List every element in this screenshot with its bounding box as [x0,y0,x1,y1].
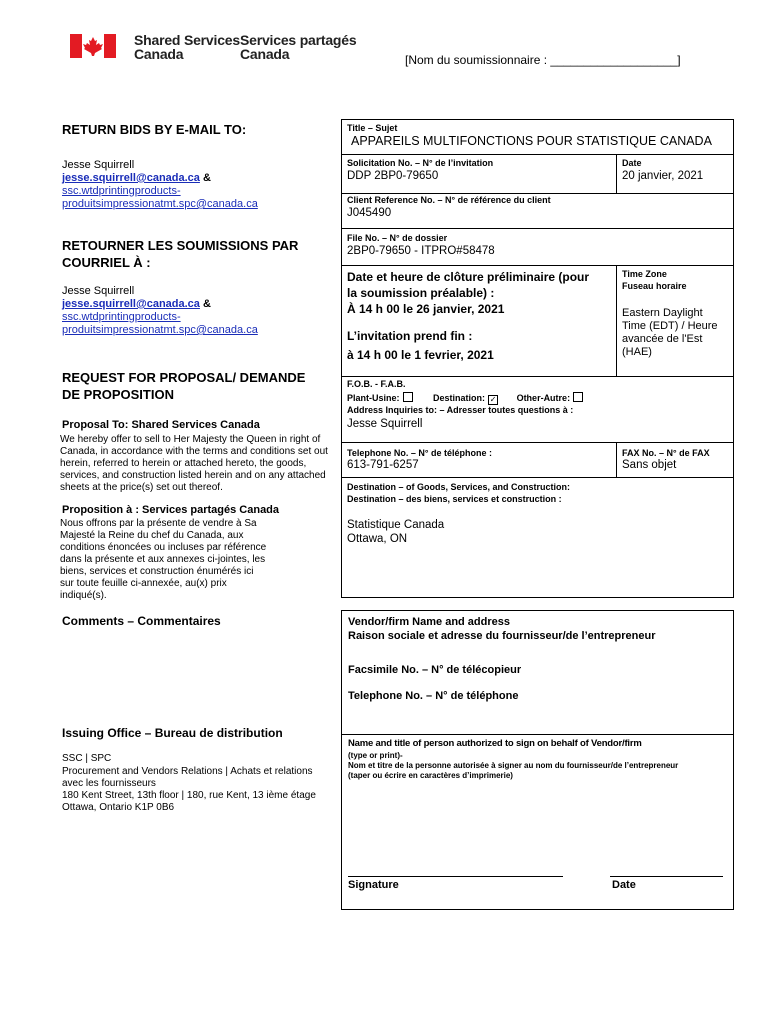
email-link-2a[interactable]: ssc.wtdprintingproducts- [62,185,181,197]
vendor-box [341,610,734,910]
org-name-en: Shared Services Canada [134,32,240,62]
closing-block [347,269,589,317]
proposition-heading: Proposition à : Services partagés Canada [62,504,280,516]
destination-goods-label-1: Destination – of Goods, Services, and Construction: [347,482,571,492]
office-line-5: Ottawa, Ontario K1P 0B6 [62,802,175,813]
file-label: File No. – N° de dossier [347,233,448,243]
rfp-heading-2: DE PROPOSITION [62,387,174,402]
telephone-vendor-label: Telephone No. – N° de téléphone [348,690,519,702]
plant-usine-checkbox[interactable] [403,392,413,402]
solicitation-label: Solicitation No. – N° de l’invitation [347,158,494,168]
retourner-heading-2: COURRIEL À : [62,255,151,270]
closing-line-1: Date et heure de clôture préliminaire (pour [347,270,590,284]
date-line[interactable] [610,876,723,877]
destination-value-2: Ottawa, ON [347,533,408,545]
office-line-2: Procurement and Vendors Relations | Achats et relations [62,766,313,777]
closing-line-5: à 14 h 00 le 1 fevrier, 2021 [347,348,494,362]
offer-text-en: We hereby offer to sell to Her Majesty the Queen in right of Canada, in accordance with the terms and conditions set out herein, referred to herein or attached hereto, the goods, services, and construction listed herein and on any attached sheets at the price(s) set out thereof. [60,434,328,493]
sign-date-label: Date [612,879,636,891]
email-link-fr-2a[interactable]: ssc.wtdprintingproducts- [62,311,181,323]
other-autre-checkbox[interactable] [573,392,583,402]
contact-name-fr: Jesse Squirrell [62,285,135,297]
fob-options [347,392,583,405]
destination-checkbox[interactable]: ✓ [489,395,497,404]
fax-label: FAX No. – N° de FAX [622,448,710,458]
contact-name: Jesse Squirrell [62,159,135,171]
fob-label: F.O.B. - F.A.B. [347,379,406,389]
other-autre-label: Other-Autre: [516,393,571,403]
tz-label-2: Fuseau horaire [622,281,687,291]
authorized-line-1: Name and title of person authorized to sign on behalf of Vendor/firm [348,738,642,749]
office-line-3: avec les fournisseurs [62,778,156,789]
address-inquiries-value: Jesse Squirrell [347,418,423,430]
telephone-label: Telephone No. – N° de téléphone : [347,448,492,458]
closing-line-3: À 14 h 00 le 26 janvier, 2021 [347,302,505,316]
closing-line-2: la soumission préalable) : [347,286,495,300]
facsimile-label: Facsimile No. – N° de télécopieur [348,664,522,676]
telephone-value: 613-791-6257 [347,459,419,471]
solicitation-value: DDP 2BP0-79650 [347,170,439,182]
date-value: 20 janvier, 2021 [622,170,704,182]
plant-usine-label: Plant-Usine: [347,393,400,403]
canada-flag-logo [70,34,116,58]
email-link-fr[interactable]: jesse.squirrell@canada.ca [62,298,200,310]
bidder-name-line: [Nom du soumissionnaire : ___________________] [405,53,681,67]
email-link-fr-2b[interactable]: produitsimpressionatmt.spc@canada.ca [62,324,258,336]
closing-line-4: L’invitation prend fin : [347,329,473,343]
authorized-line-4: (taper ou écrire en caractères d’imprimerie) [348,771,513,780]
proposal-to: Proposal To: Shared Services Canada [62,419,260,431]
office-line-4: 180 Kent Street, 13th floor | 180, rue Kent, 13 ième étage [62,790,316,801]
vendor-heading-1: Vendor/firm Name and address [348,616,510,628]
authorized-line-2: (type or print)- [348,751,403,760]
client-ref-label: Client Reference No. – N° de référence du client [347,195,551,205]
destination-value-1: Statistique Canada [347,519,445,531]
rfp-heading-1: REQUEST FOR PROPOSAL/ DEMANDE [62,370,306,385]
email-link[interactable]: jesse.squirrell@canada.ca [62,172,200,184]
file-value: 2BP0-79650 - ITPRO#58478 [347,245,495,257]
date-label: Date [622,158,642,168]
email-link-2b[interactable]: produitsimpressionatmt.spc@canada.ca [62,198,258,210]
retourner-heading-1: RETOURNER LES SOUMISSIONS PAR [62,238,299,253]
title-label: Title – Sujet [347,123,398,133]
destination-label: Destination: [433,393,486,403]
tz-label-1: Time Zone [622,269,667,279]
email-amp: & [199,172,211,184]
office-line-1: SSC | SPC [62,753,112,764]
fax-value: Sans objet [622,459,677,471]
tz-value: Eastern Daylight Time (EDT) / Heure avancée de l'Est (HAE) [622,307,718,358]
return-bids-heading: RETURN BIDS BY E-MAIL TO: [62,122,247,137]
authorized-line-3: Nom et titre de la personne autorisée à signer au nom du fournisseur/de l’entrepreneur [348,761,679,770]
title-value: APPAREILS MULTIFONCTIONS POUR STATISTIQUE CANADA [351,134,712,148]
destination-goods-label-2: Destination – des biens, services et construction : [347,494,562,504]
offer-text-fr: Nous offrons par la présente de vendre à Sa Majesté la Reine du chef du Canada, aux conditions énoncées ou incluses par référence dans la présente et aux annexes ci-jointes, les biens, services et construction énumérés ici sur toute feuille ci-annexée, au(x) prix indiqué(s). [60,518,267,601]
signature-line[interactable] [348,876,563,877]
client-ref-value: J045490 [347,207,392,219]
org-name-fr: Services partagés Canada [240,32,357,62]
address-inquiries-label: Address Inquiries to: – Adresser toutes questions à : [347,405,574,415]
email-amp-fr: & [199,298,211,310]
comments-heading: Comments – Commentaires [62,614,221,628]
vendor-heading-2: Raison sociale et adresse du fournisseur/de l’entrepreneur [348,630,656,642]
issuing-office-heading: Issuing Office – Bureau de distribution [62,726,283,740]
signature-label: Signature [348,879,399,891]
